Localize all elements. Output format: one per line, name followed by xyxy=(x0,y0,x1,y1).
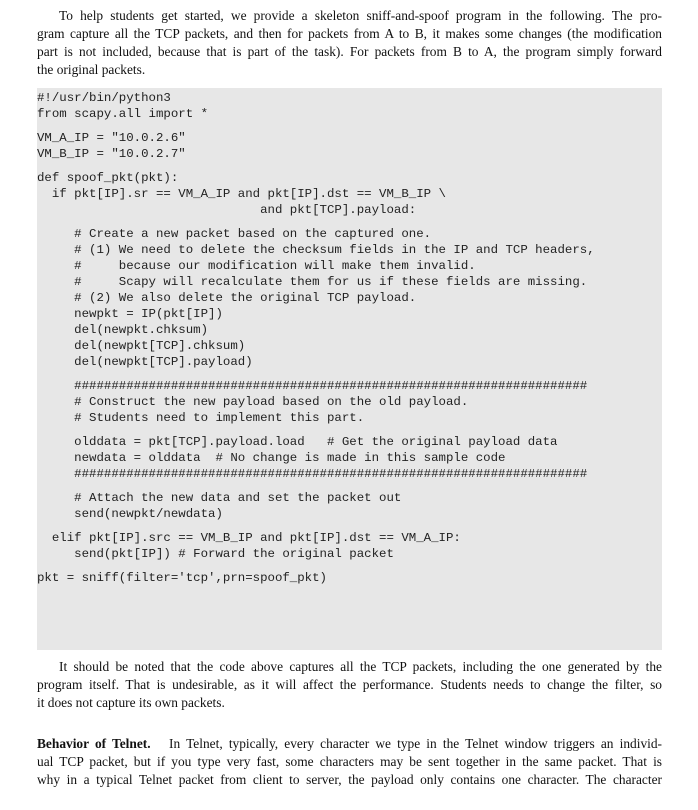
telnet-behavior-heading: Behavior of Telnet. xyxy=(37,736,151,751)
code-line: # because our modification will make them invalid. xyxy=(37,259,476,273)
code-line: VM_B_IP = "10.0.2.7" xyxy=(37,147,186,161)
code-line: # Create a new packet based on the captured one. xyxy=(37,227,432,241)
note-paragraph xyxy=(37,658,662,712)
code-line: ##################################################################### xyxy=(37,467,588,481)
intro-line: part is not included, because that is part of the task). For packets from B to A, the program simply forward xyxy=(37,44,662,59)
code-line: olddata = pkt[TCP].payload.load # Get the original payload data xyxy=(37,435,558,449)
intro-line: To help students get started, we provide a skeleton sniff-and-spoof program in the following. The pro- xyxy=(59,8,662,23)
code-line: del(newpkt[TCP].payload) xyxy=(37,355,253,369)
telnet-behavior-paragraph xyxy=(37,735,662,789)
behavior-line: ual TCP packet, but if you type very fast, some characters may be sent together in the same packet. That is xyxy=(37,754,662,769)
code-line: # (2) We also delete the original TCP payload. xyxy=(37,291,417,305)
code-line: ##################################################################### xyxy=(37,379,588,393)
code-line: #!/usr/bin/python3 xyxy=(37,91,171,105)
note-line: program itself. That is undesirable, as it will affect the performance. Students needs to change the filter, so xyxy=(37,677,662,692)
code-line: # Scapy will recalculate them for us if these fields are missing. xyxy=(37,275,588,289)
intro-line: gram capture all the TCP packets, and then for packets from A to B, it makes some changes (the modification xyxy=(37,26,662,41)
code-line: # Construct the new payload based on the old payload. xyxy=(37,395,469,409)
code-line: and pkt[TCP].payload: xyxy=(37,203,417,217)
code-line: def spoof_pkt(pkt): xyxy=(37,171,179,185)
code-line: VM_A_IP = "10.0.2.6" xyxy=(37,131,186,145)
code-listing xyxy=(37,88,662,650)
behavior-line-first xyxy=(37,735,662,753)
code-line: elif pkt[IP].src == VM_B_IP and pkt[IP].dst == VM_A_IP: xyxy=(37,531,461,545)
code-line: # Attach the new data and set the packet out xyxy=(37,491,402,505)
intro-line: the original packets. xyxy=(37,62,146,77)
code-line: send(pkt[IP]) # Forward the original packet xyxy=(37,547,394,561)
code-line: newdata = olddata # No change is made in this sample code xyxy=(37,451,506,465)
code-line: if pkt[IP].sr == VM_A_IP and pkt[IP].dst == VM_B_IP \ xyxy=(37,187,446,201)
code-line: send(newpkt/newdata) xyxy=(37,507,223,521)
behavior-line: why in a typical Telnet packet from client to server, the payload only contains one character. The character xyxy=(37,772,662,787)
code-line: # Students need to implement this part. xyxy=(37,411,365,425)
code-line: del(newpkt.chksum) xyxy=(37,323,209,337)
intro-paragraph xyxy=(37,7,662,79)
behavior-line-text: In Telnet, typically, every character we type in the Telnet window triggers an individ- xyxy=(169,736,663,751)
code-line: pkt = sniff(filter='tcp',prn=spoof_pkt) xyxy=(37,571,327,585)
note-line: It should be noted that the code above captures all the TCP packets, including the one generated by the xyxy=(59,659,662,674)
code-line: from scapy.all import * xyxy=(37,107,209,121)
note-line: it does not capture its own packets. xyxy=(37,695,225,710)
code-line: del(newpkt[TCP].chksum) xyxy=(37,339,246,353)
code-line: newpkt = IP(pkt[IP]) xyxy=(37,307,223,321)
code-line: # (1) We need to delete the checksum fields in the IP and TCP headers, xyxy=(37,243,595,257)
